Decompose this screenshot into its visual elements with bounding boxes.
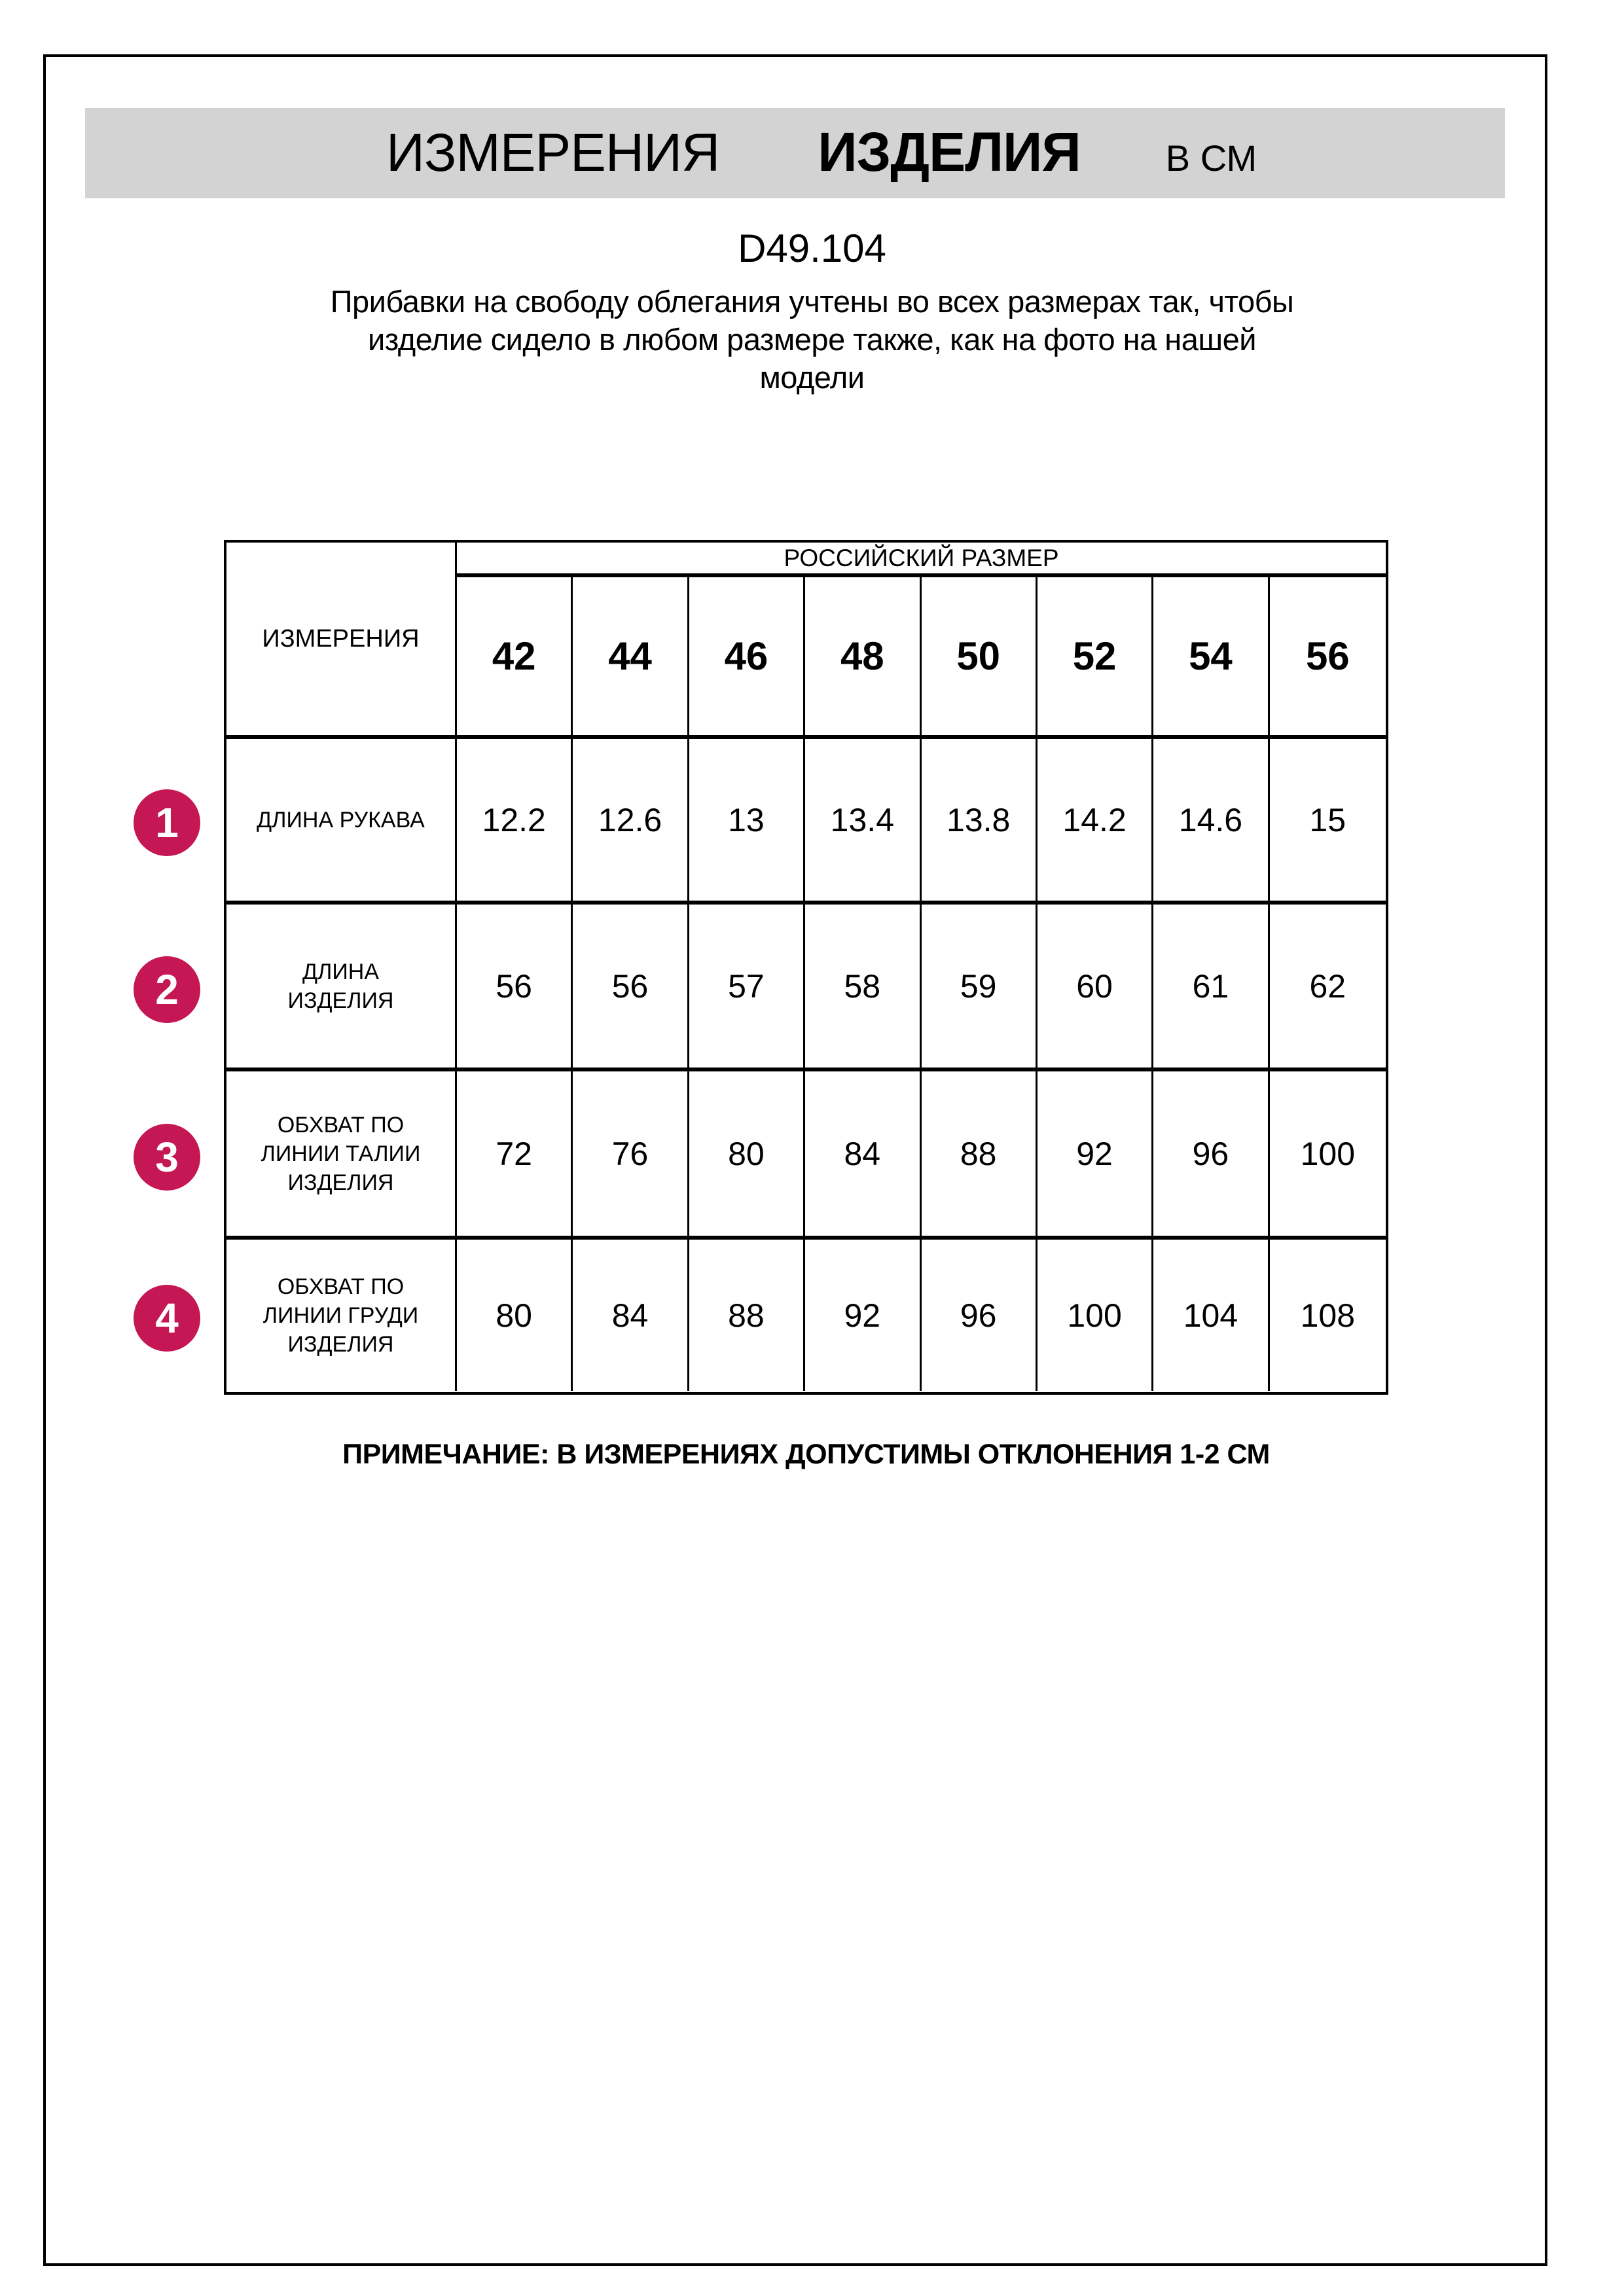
measurement-value-cell: 13.4 xyxy=(805,739,921,905)
measurement-value-cell: 76 xyxy=(573,1071,689,1240)
size-col-header: 46 xyxy=(689,577,805,739)
measurement-value-cell: 80 xyxy=(457,1240,573,1391)
row-number-badge: 4 xyxy=(134,1285,200,1352)
measurement-value-cell: 100 xyxy=(1038,1240,1153,1391)
measurement-label-cell xyxy=(226,1071,457,1240)
measurement-value-cell: 100 xyxy=(1270,1071,1386,1240)
measurement-label-line: ЛИНИИ ТАЛИИ xyxy=(261,1141,421,1166)
measurement-label-cell xyxy=(226,1240,457,1391)
measurement-label-line: ДЛИНА xyxy=(302,959,379,984)
page-title-word-product: ИЗДЕЛИЯ xyxy=(818,121,1081,183)
size-col-header: 54 xyxy=(1153,577,1269,739)
measurement-label-line: ЛИНИИ ГРУДИ xyxy=(262,1302,419,1328)
measurement-value-cell: 12.6 xyxy=(573,739,689,905)
measurement-value-cell: 96 xyxy=(1153,1071,1269,1240)
title-band xyxy=(85,108,1505,198)
measurement-value-cell: 60 xyxy=(1038,905,1153,1071)
row-number-badge: 2 xyxy=(134,956,200,1023)
size-col-header: 44 xyxy=(573,577,689,739)
size-col-header: 56 xyxy=(1270,577,1386,739)
tolerance-note: ПРИМЕЧАНИЕ: В ИЗМЕРЕНИЯХ ДОПУСТИМЫ ОТКЛОНЕНИЯ 1-2 СМ xyxy=(342,1439,1270,1470)
measurement-value-cell: 92 xyxy=(1038,1071,1153,1240)
measurement-value-cell: 56 xyxy=(457,905,573,1071)
measurement-value-cell: 80 xyxy=(689,1071,805,1240)
size-col-header: 48 xyxy=(805,577,921,739)
measurement-value-cell: 88 xyxy=(922,1071,1038,1240)
measurement-value-cell: 13 xyxy=(689,739,805,905)
measurement-value-cell: 58 xyxy=(805,905,921,1071)
measurement-label-cell xyxy=(226,905,457,1071)
model-number: D49.104 xyxy=(738,226,886,270)
measurement-value-cell: 92 xyxy=(805,1240,921,1391)
russian-size-header-cell: РОССИЙСКИЙ РАЗМЕР xyxy=(457,543,1386,577)
measurement-label-line: ИЗДЕЛИЯ xyxy=(287,988,394,1013)
measurement-value-cell: 88 xyxy=(689,1240,805,1391)
size-col-header: 50 xyxy=(922,577,1038,739)
size-table xyxy=(224,540,1388,1395)
fit-description-line: изделие сидело в любом размере также, как на фото на нашей xyxy=(368,322,1256,357)
measurement-label-line: ОБХВАТ ПО xyxy=(277,1112,405,1138)
row-number-badge: 1 xyxy=(134,789,200,856)
page-title-word-measurements: ИЗМЕРЕНИЯ xyxy=(386,123,720,183)
measurement-value-cell: 57 xyxy=(689,905,805,1071)
measurement-label-cell xyxy=(226,739,457,905)
measurement-label-line: ИЗДЕЛИЯ xyxy=(287,1331,394,1357)
measurement-label-line: ИЗДЕЛИЯ xyxy=(287,1170,394,1195)
measurement-value-cell: 61 xyxy=(1153,905,1269,1071)
measurement-value-cell: 62 xyxy=(1270,905,1386,1071)
measurement-value-cell: 59 xyxy=(922,905,1038,1071)
measurement-value-cell: 108 xyxy=(1300,1297,1356,1334)
measurement-value-cell: 14.2 xyxy=(1038,739,1153,905)
fit-description xyxy=(0,283,1624,397)
fit-description-line: модели xyxy=(759,360,865,395)
measurement-label-line: ДЛИНА РУКАВА xyxy=(257,807,425,833)
page-title-unit: В СМ xyxy=(1165,137,1257,179)
measurement-label-line: ОБХВАТ ПО xyxy=(277,1274,405,1299)
measurement-value-cell: 104 xyxy=(1153,1240,1269,1391)
measurement-value-cell: 56 xyxy=(573,905,689,1071)
measurement-value-cell: 15 xyxy=(1270,739,1386,905)
measurement-value-cell: 84 xyxy=(805,1071,921,1240)
measurement-value-cell: 14.6 xyxy=(1153,739,1269,905)
fit-description-line: Прибавки на свободу облегания учтены во всех размерах так, чтобы xyxy=(330,284,1294,319)
measurement-value-cell: 12.2 xyxy=(457,739,573,905)
size-col-header: 42 xyxy=(457,577,573,739)
measurement-value-cell: 84 xyxy=(573,1240,689,1391)
measurements-header-cell: ИЗМЕРЕНИЯ xyxy=(226,543,457,739)
measurement-value-cell: 96 xyxy=(922,1240,1038,1391)
row-number-badge: 3 xyxy=(134,1124,200,1191)
measurement-value-cell: 72 xyxy=(457,1071,573,1240)
measurement-value-cell: 13.8 xyxy=(922,739,1038,905)
size-col-header: 52 xyxy=(1038,577,1153,739)
